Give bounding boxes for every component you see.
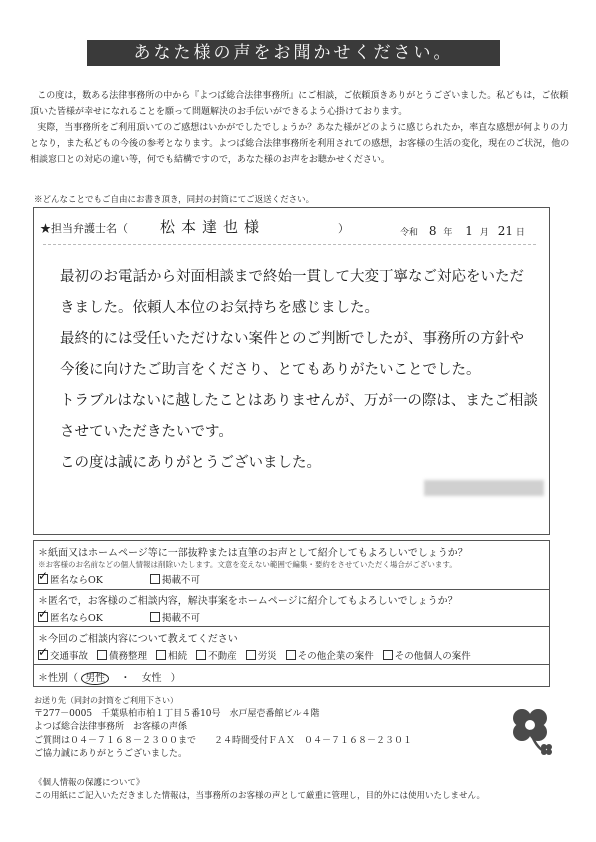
option-labor[interactable]	[246, 651, 277, 662]
return-note: ※どんなことでもご自由にお書き頂き，同封の封筒にてご返送ください。	[34, 195, 315, 205]
question-note: ※お客様のお名前などの個人情報は削除いたします。文意を変えない範囲で編集・要約をさせていただく場合がございます。	[38, 560, 457, 569]
option-label: 匿名ならOK	[50, 613, 103, 624]
checkbox[interactable]	[383, 650, 393, 660]
comment-text	[60, 262, 540, 479]
mailing-office: よつば総合法律事務所 お客様の声係	[34, 722, 188, 732]
mailing-address: 〒277－0005 千葉県柏市柏１丁目５番10号 水戸屋壱番館ビル４階	[34, 708, 320, 719]
gender-female[interactable]: 女性	[141, 673, 162, 684]
mailing-label: お送り先（同封の封筒をご利用下さい）	[34, 696, 178, 705]
privacy-notice	[34, 777, 485, 803]
intro-paragraph: この度は，数ある法律事務所の中から『よつば総合法律事務所』にご相談，ご依頼頂きありがとうございました。私どもは，ご依頼頂いた皆様が幸せになれることを願って問題解決のお手伝いができるよう心掛けております。	[30, 91, 569, 117]
checkbox[interactable]	[38, 650, 48, 660]
comment-line: 最初のお電話から対面相談まで終始一貫して大変丁寧なご対応をいただ	[60, 269, 524, 285]
comment-line: トラブルはないに越したことはありませんが、万が一の際は、またご相談	[60, 393, 538, 409]
question-text: ＊紙面又はホームページ等に一部抜粋または直筆のお声として紹介してもよろしいでしょうか？	[38, 548, 468, 559]
checkbox[interactable]	[156, 650, 166, 660]
checkbox[interactable]	[38, 612, 48, 622]
checkbox[interactable]	[286, 650, 296, 660]
option-label: 債務整理	[109, 651, 148, 662]
comment-line: きました。依頼人本位のお気持ちを感じました。	[60, 300, 379, 316]
option-label: その他企業の案件	[297, 651, 374, 662]
question-text: ＊性別（	[38, 673, 78, 684]
date-year: 8	[428, 224, 437, 238]
checkbox[interactable]	[150, 612, 160, 622]
option-label: 掲載不可	[162, 575, 201, 586]
option-label: その他個人の案件	[394, 651, 471, 662]
checkbox[interactable]	[196, 650, 206, 660]
checkbox[interactable]	[246, 650, 256, 660]
option-label: 不動産	[208, 651, 237, 662]
date-month: 1	[465, 224, 473, 238]
gender-separator: ・	[120, 673, 131, 684]
redacted-signature	[424, 480, 544, 496]
option-label: 労災	[257, 651, 277, 662]
privacy-title: 《個人情報の保護について》	[34, 778, 145, 788]
lawyer-label: ★担当弁護士名（	[40, 222, 128, 235]
option-personal[interactable]	[383, 651, 471, 662]
option-traffic[interactable]	[38, 651, 88, 662]
privacy-text: この用紙にご記入いただきました情報は，当事務所のお客様の声として厳重に管理し，目的外には使用いたしません。	[34, 791, 486, 801]
question-text: ＊匿名で，お客様のご相談内容，解決事案をホームページに紹介してもよろしいでしょうか？	[38, 596, 458, 607]
option-corporate[interactable]	[286, 651, 374, 662]
comment-line: 最終的には受任いただけない案件とのご判断でしたが、事務所の方針や	[60, 331, 524, 347]
option-no-publish[interactable]	[150, 610, 200, 624]
comment-line: 今後に向けたご助言をくださり、とてもありがたいことでした。	[60, 362, 481, 378]
lawyer-name: 松本達也様	[160, 218, 266, 236]
comment-line: この度は誠にありがとうございました。	[60, 455, 321, 471]
date-day-unit: 日	[515, 228, 525, 238]
intro-text	[30, 88, 570, 168]
option-label: 相続	[168, 651, 188, 662]
option-inheritance[interactable]	[156, 651, 187, 662]
checkbox[interactable]	[97, 650, 107, 660]
intro-paragraph: 実際，当事務所をご利用頂いてのご感想はいかがでしたでしょうか？あなた様がどのように感じられたか，率直な感想が何よりの力となり，また私どもの今後の参考となります。よつば総合法律事務所を利用されての感想，お客様の生活の変化，現在のご状況，他の相談窓口との対応の違い等，何でも結構ですので，あなた様のお声をお聴かせください。	[30, 123, 570, 165]
option-debt[interactable]	[97, 651, 147, 662]
comment-line: させていただきたいです。	[60, 424, 233, 440]
date-era: 令和	[400, 228, 419, 238]
mailing-info	[34, 694, 504, 762]
gender-row	[38, 669, 181, 684]
option-anonymous-ok[interactable]	[38, 610, 103, 624]
question-text: ＊今回のご相談内容について教えてください	[38, 634, 238, 645]
gender-male[interactable]: 男性	[81, 672, 109, 685]
divider	[43, 244, 536, 245]
small-clover-icon	[538, 742, 554, 758]
date	[400, 224, 525, 238]
checkbox[interactable]	[150, 574, 160, 584]
option-realestate[interactable]	[196, 651, 237, 662]
checkbox[interactable]	[38, 574, 48, 584]
option-no-publish[interactable]	[150, 572, 200, 586]
lawyer-close: ）	[338, 222, 349, 235]
date-day: 21	[497, 224, 513, 238]
page-title: あなた様の声をお聞かせください。	[87, 40, 500, 66]
option-label: 交通事故	[50, 651, 89, 662]
mailing-thanks: ご協力誠にありがとうございました。	[34, 749, 188, 759]
mailing-phone: ご質問は０４－７１６８－２３００まで ２４時間受付ＦＡＸ ０４－７１６８－２３０１	[34, 735, 413, 746]
option-anonymous-ok[interactable]	[38, 572, 103, 586]
gender-close: ）	[170, 673, 181, 684]
category-options	[38, 648, 471, 662]
option-label: 匿名ならOK	[50, 575, 103, 586]
option-label: 掲載不可	[162, 613, 201, 624]
date-year-unit: 年	[443, 228, 453, 238]
date-month-unit: 月	[479, 228, 489, 238]
